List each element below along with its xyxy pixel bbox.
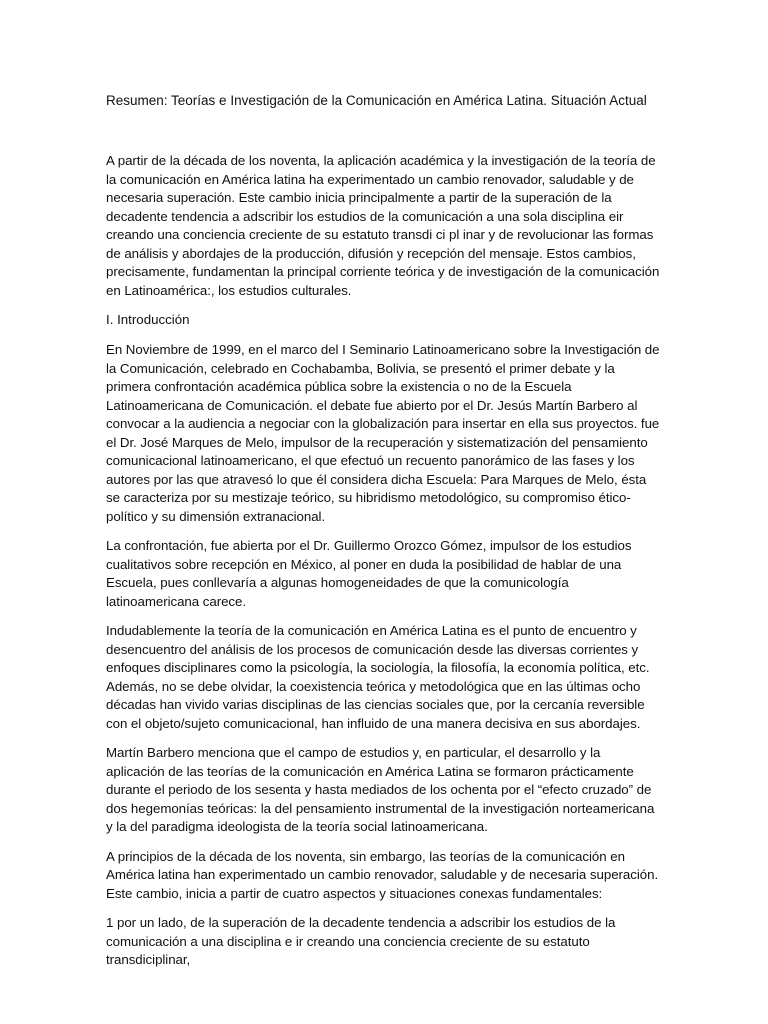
section-heading: I. Introducción: [106, 312, 190, 327]
paragraph-3: Indudablemente la teoría de la comunicación en América Latina es el punto de encuentro y desencuentro del análisis de los procesos de comunicación desde las diversas corrientes y enfoques disciplinares como la psicología, la sociología, la filosofía, la economía política, etc. Además, no se debe olvidar, la coexistencia teórica y metodológica que en las últimas ocho décadas han vivido varias disciplinas de las ciencias sociales que, por la cercanía reversible con el objeto/sujeto comunicacional, han influido de una manera decisiva en sus abordajes.: [106, 623, 650, 731]
paragraph-1: En Noviembre de 1999, en el marco del I Seminario Latinoamericano sobre la Investigación de la Comunicación, celebrado en Cochabamba, Bolivia, se presentó el primer debate y la primera confrontación académica pública sobre la existencia o no de la Escuela Latinoamericana de Comunicación. el debate fue abierto por el Dr. Jesús Martín Barbero al convocar a la audiencia a negociar con la globalización para insertar en ella sus proyectos. fue el Dr. José Marques de Melo, impulsor de la recuperación y sistematización del pensamiento comunicacional latinoamericano, el que efectuó un recuento panorámico de las fases y los autores por las que atravesó lo que él considera dicha Escuela: Para Marques de Melo, ésta se caracteriza por su mestizaje teórico, su hibridismo metodológico, su compromiso ético-político y su dimensión extranacional.: [106, 342, 660, 524]
paragraph-2: La confrontación, fue abierta por el Dr. Guillermo Orozco Gómez, impulsor de los estudios cualitativos sobre recepción en México, al poner en duda la posibilidad de hablar de una Escuela, pues conllevaría a algunas homogeneidades de que la comunicología latinoamericana carece.: [106, 538, 632, 609]
paragraph-5: A principios de la década de los noventa, sin embargo, las teorías de la comunicación en América latina han experimentado un cambio renovador, saludable y de necesaria superación. Este cambio, inicia a partir de cuatro aspectos y situaciones conexas fundamentales:: [106, 848, 659, 901]
paragraph-4: Martín Barbero menciona que el campo de estudios y, en particular, el desarrollo y la aplicación de las teorías de la comunicación en América Latina se formaron prácticamente durante el periodo de los sesenta y hasta mediados de los ochenta por el “efecto cruzado” de dos hegemonías teóricas: la del pensamiento instrumental de la investigación norteamericana y la del paradigma ideologista de la teoría social latinoamericana.: [106, 745, 655, 834]
paragraph-6: 1 por un lado, de la superación de la decadente tendencia a adscribir los estudios de la comunicación a una disciplina e ir creando una conciencia creciente de su estatuto transdiciplinar,: [106, 915, 616, 967]
document-page: [106, 92, 662, 981]
document-title: Resumen: Teorías e Investigación de la Comunicación en América Latina. Situación Actual: [106, 93, 647, 108]
abstract-paragraph: A partir de la década de los noventa, la aplicación académica y la investigación de la teoría de la comunicación en América latina ha experimentado un cambio renovador, saludable y de necesaria superación. Este cambio inicia principalmente a partir de la superación de la decadente tendencia a adscribir los estudios de la comunicación a una sola disciplina eir creando una conciencia creciente de su estatuto transdi ci pl inar y de revolucionar las formas de análisis y abordajes de la producción, difusión y recepción del mensaje. Estos cambios, precisamente, fundamentan la principal corriente teórica y de investigación de la comunicación en Latinoamérica:, los estudios culturales.: [106, 153, 660, 298]
